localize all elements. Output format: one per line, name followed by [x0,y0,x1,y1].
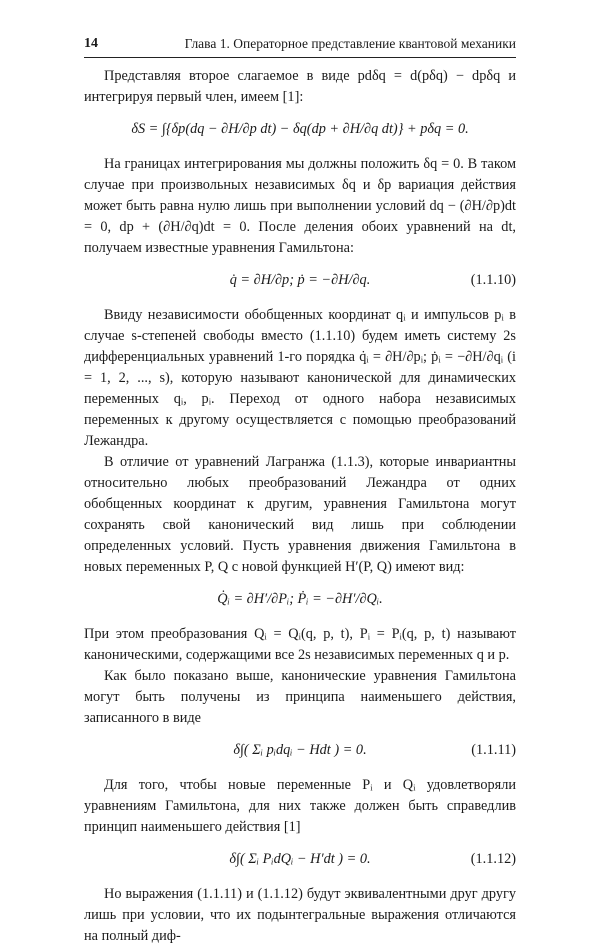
page-number: 14 [84,36,98,51]
equation-text: δS = ∫{δp(dq − ∂H/∂p dt) − δq(dp + ∂H/∂q dt)} + pδq = 0. [131,121,469,137]
equation-1-1-12 [84,838,516,884]
chapter-title: Глава 1. Операторное представление квантовой механики [184,36,516,51]
equation-text: δ∫( Σᵢ pᵢdqᵢ − Hdt ) = 0. [233,742,367,758]
body-text [84,66,516,947]
equation-text: δ∫( Σᵢ PᵢdQᵢ − H′dt ) = 0. [229,851,371,867]
equation-number: (1.1.10) [470,272,516,288]
running-header [84,35,516,58]
equation-canonical-new [84,578,516,624]
paragraph: На границах интегрирования мы должны положить δq = 0. В таком случае при произвольных независимых δq и δp вариация действия может быть равна нулю лишь при выполнении условий dq − (∂H/∂p)dt = 0, dp + (∂H/∂q)dt = 0. После деления обоих уравнений на dt, получаем известные уравнения Гамильтона: [84,156,516,256]
equation-1-1-10 [84,259,516,305]
equation-number: (1.1.12) [470,851,516,867]
paragraph: В отличие от уравнений Лагранжа (1.1.3), которые инвариантны относительно любых преобразований Лежандра от одних обобщенных координат к другим, уравнения Гамильтона могут сохранять свой канонический вид лишь при соблюдении определенных условий. Пусть уравнения движения Гамильтона в новых переменных P, Q с новой функцией H′(P, Q) имеют вид: [84,454,516,575]
equation-number: (1.1.11) [471,742,516,758]
paragraph: Представляя второе слагаемое в виде pdδq = d(pδq) − dpδq и интегрируя первый член, имеем [1]: [84,68,516,105]
equation-1-1-11 [84,729,516,775]
paragraph: Ввиду независимости обобщенных координат qᵢ и импульсов pᵢ в случае s-степеней свободы вместо (1.1.10) будем иметь систему 2s дифференциальных уравнений 1-го порядка q̇ᵢ = ∂H/∂pᵢ; ṗᵢ = −∂H/∂qᵢ (i = 1, 2, ..., s), которую называют канонической для динамических переменных qᵢ, pᵢ. Переход от одного набора независимых переменных к другому осуществляется с помощью преобразований Лежандра. [84,307,516,449]
equation-delta-s [84,108,516,154]
equation-text: Q̇ᵢ = ∂H′/∂Pᵢ; Ṗᵢ = −∂H′/∂Qᵢ. [217,591,383,607]
paragraph: Но выражения (1.1.11) и (1.1.12) будут эквивалентными друг другу лишь при условии, что их подынтегральные выражения отличаются на полный диф- [84,886,516,944]
paragraph: При этом преобразования Qᵢ = Qᵢ(q, p, t), Pᵢ = Pᵢ(q, p, t) называют каноническими, содержащими все 2s независимых переменных q и p. [84,626,516,663]
paragraph: Для того, чтобы новые переменные Pᵢ и Qᵢ удовлетворяли уравнениям Гамильтона, для них также должен быть справедлив принцип наименьшего действия [1] [84,777,516,835]
equation-text: q̇ = ∂H/∂p; ṗ = −∂H/∂q. [229,272,371,288]
paragraph: Как было показано выше, канонические уравнения Гамильтона могут быть получены из принципа наименьшего действия, записанного в виде [84,668,516,726]
